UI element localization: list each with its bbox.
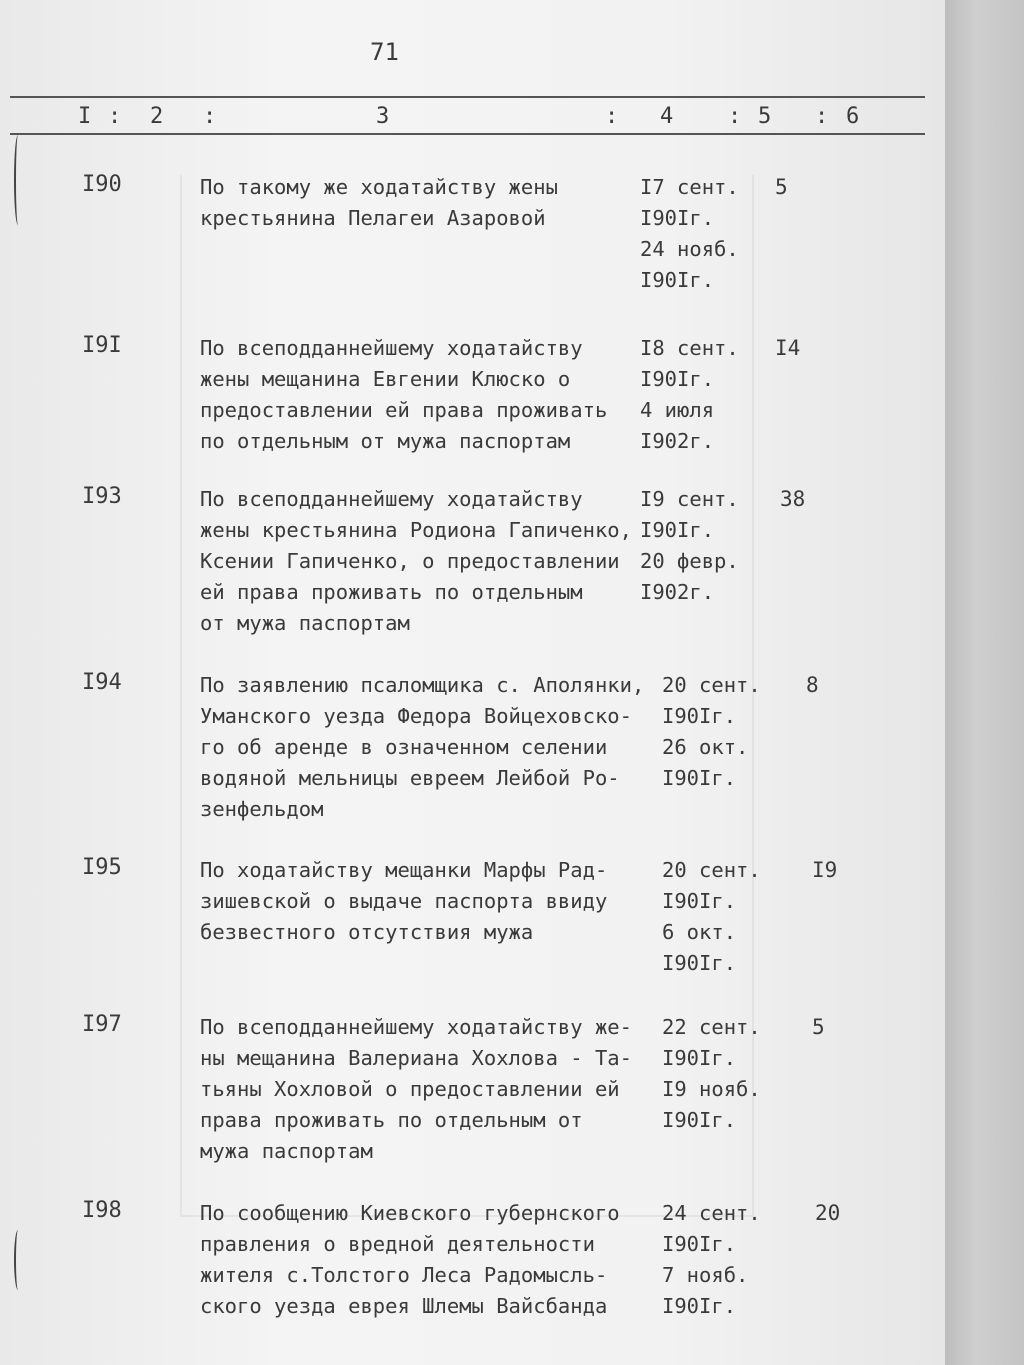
date-line: I902г. <box>640 429 715 453</box>
entry-dates <box>640 484 739 608</box>
content-line: от мужа паспортам <box>200 611 410 635</box>
column-separator: : <box>605 104 619 129</box>
entry-number: I94 <box>82 670 122 695</box>
content-line: ей права проживать по отдельным <box>200 580 583 604</box>
date-line: I90Iг. <box>662 889 737 913</box>
date-line: 24 нояб. <box>640 237 739 261</box>
content-line: По такому же ходатайству жены <box>200 175 558 199</box>
content-line: водяной мельницы евреем Лейбой Ро- <box>200 766 620 790</box>
content-line: Ксении Гапиченко, о предоставлении <box>200 549 620 573</box>
column-header-4: 4 <box>660 104 674 129</box>
entry-content <box>200 1198 640 1322</box>
column-separator: : <box>108 104 122 129</box>
content-line: права проживать по отдельным от <box>200 1108 583 1132</box>
column-header-1: I <box>78 104 92 129</box>
date-line: 20 сент. <box>662 673 761 697</box>
content-line: По ходатайству мещанки Марфы Рад- <box>200 858 608 882</box>
column-header-6: 6 <box>846 104 860 129</box>
content-line: ны мещанина Валериана Хохлова - Та- <box>200 1046 632 1070</box>
underlying-page-edge <box>945 0 1024 1365</box>
entry-number: I90 <box>82 172 122 197</box>
content-line: ского уезда еврея Шлемы Вайсбанда <box>200 1294 608 1318</box>
content-line: предоставлении ей права проживать <box>200 398 608 422</box>
entry-content <box>200 855 640 948</box>
date-line: I90Iг. <box>662 704 737 728</box>
date-line: I90Iг. <box>640 518 715 542</box>
content-line: зишевской о выдаче паспорта ввиду <box>200 889 608 913</box>
date-line: I8 сент. <box>640 336 739 360</box>
content-line: мужа паспортам <box>200 1139 373 1163</box>
entry-dates <box>662 855 761 979</box>
header-bottom-rule <box>10 133 925 135</box>
sheet-count: 38 <box>780 487 806 511</box>
entry-number: I95 <box>82 855 122 880</box>
entry-dates <box>662 1012 761 1136</box>
entry-dates <box>662 1198 761 1322</box>
sheet-count: I4 <box>775 336 801 360</box>
header-top-rule <box>10 96 925 98</box>
entry-number: I97 <box>82 1012 122 1037</box>
content-line: По всеподданнейшему ходатайству же- <box>200 1015 632 1039</box>
entry-content <box>200 1012 640 1167</box>
sheet-count: 5 <box>775 175 788 199</box>
content-line: по отдельным от мужа паспортам <box>200 429 571 453</box>
sheet-count: 8 <box>806 673 819 697</box>
date-line: 6 окт. <box>662 920 737 944</box>
entry-number: I93 <box>82 484 122 509</box>
column-separator: : <box>815 104 829 129</box>
date-line: I90Iг. <box>662 1108 737 1132</box>
date-line: I90Iг. <box>640 367 715 391</box>
date-line: 7 нояб. <box>662 1263 749 1287</box>
page-number: 71 <box>370 38 399 66</box>
content-line: Уманского уезда Федора Войцеховско- <box>200 704 632 728</box>
column-separator: : <box>728 104 742 129</box>
sheet-count: 5 <box>812 1015 825 1039</box>
date-line: I7 сент. <box>640 175 739 199</box>
content-line: По всеподданнейшему ходатайству <box>200 487 583 511</box>
date-line: 4 июля <box>640 398 715 422</box>
entry-dates <box>640 172 739 296</box>
column-header-2: 2 <box>150 104 164 129</box>
content-line: По заявлению псаломщика с. Аполянки, <box>200 673 645 697</box>
content-line: правления о вредной деятельности <box>200 1232 595 1256</box>
sheet-count: I9 <box>812 858 838 882</box>
date-line: I90Iг. <box>662 951 737 975</box>
content-line: тьяны Хохловой о предоставлении ей <box>200 1077 620 1101</box>
date-line: I90Iг. <box>662 1294 737 1318</box>
content-line: зенфельдом <box>200 797 324 821</box>
margin-fold-mark <box>14 135 22 225</box>
date-line: 26 окт. <box>662 735 749 759</box>
column-header-3: 3 <box>376 104 390 129</box>
date-line: I90Iг. <box>662 1046 737 1070</box>
content-line: жителя с.Толстого Леса Радомысль- <box>200 1263 608 1287</box>
content-line: го об аренде в означенном селении <box>200 735 608 759</box>
content-line: безвестного отсутствия мужа <box>200 920 534 944</box>
entry-dates <box>662 670 761 794</box>
date-line: 22 сент. <box>662 1015 761 1039</box>
sheet-count: 20 <box>815 1201 841 1225</box>
content-line: По всеподданнейшему ходатайству <box>200 336 583 360</box>
entry-dates <box>640 333 739 457</box>
date-line: I9 сент. <box>640 487 739 511</box>
entry-number: I98 <box>82 1198 122 1223</box>
date-line: I90Iг. <box>662 1232 737 1256</box>
date-line: I90Iг. <box>640 268 715 292</box>
entry-content <box>200 670 645 825</box>
content-line: жены мещанина Евгении Клюско о <box>200 367 571 391</box>
content-line: По сообщению Киевского губернского <box>200 1201 620 1225</box>
column-header-5: 5 <box>758 104 772 129</box>
date-line: 24 сент. <box>662 1201 761 1225</box>
date-line: I902г. <box>640 580 715 604</box>
entry-content <box>200 333 640 457</box>
date-line: I90Iг. <box>662 766 737 790</box>
content-line: жены крестьянина Родиона Гапиченко, <box>200 518 632 542</box>
content-line: крестьянина Пелагеи Азаровой <box>200 206 546 230</box>
date-line: 20 сент. <box>662 858 761 882</box>
date-line: 20 февр. <box>640 549 739 573</box>
date-line: I9 нояб. <box>662 1077 761 1101</box>
date-line: I90Iг. <box>640 206 715 230</box>
entry-content <box>200 484 640 639</box>
entry-number: I9I <box>82 333 122 358</box>
column-separator: : <box>203 104 217 129</box>
entry-content <box>200 172 640 234</box>
margin-fold-mark <box>14 1230 22 1290</box>
